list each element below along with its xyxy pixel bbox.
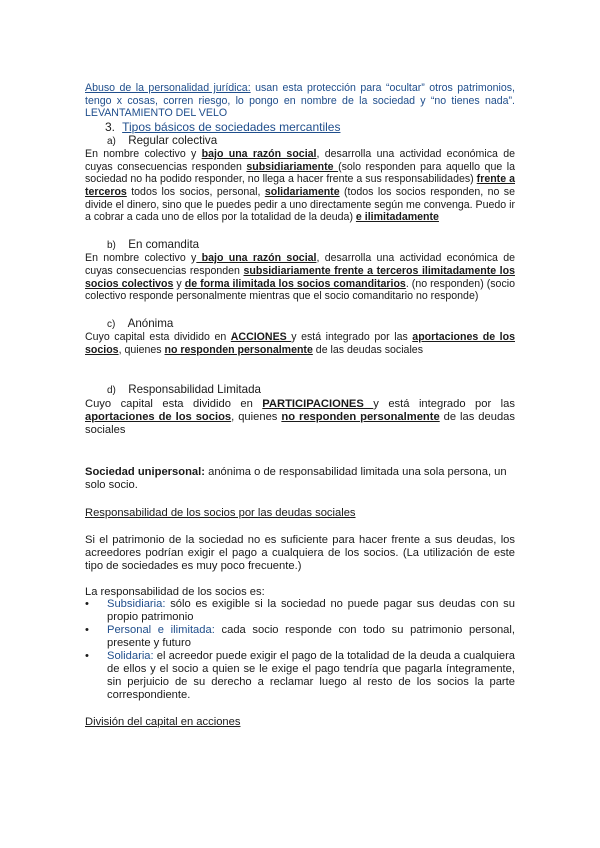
subsection-c-title: Anónima xyxy=(127,316,174,330)
subsection-d-heading xyxy=(107,383,515,398)
subsection-b-number: b) xyxy=(107,239,116,251)
text: , quienes xyxy=(231,410,282,423)
list-item xyxy=(85,624,515,650)
abuso-text: usan esta protección para “ocultar” otros patrimonios, tengo x cosas, corren riesgo, lo pongo en nombre de la sociedad y “no tienes nada”. xyxy=(85,82,515,107)
text: , desarrolla una actividad económica de cuyas consecuencias responden xyxy=(85,148,515,173)
bullet-icon: • xyxy=(85,624,89,637)
subsection-a-paragraph xyxy=(85,148,515,224)
text: , quienes xyxy=(118,343,165,356)
subsection-a-title: Regular colectiva xyxy=(128,133,218,147)
subsection-d-paragraph xyxy=(85,398,515,436)
emphasis: no responden personalmente xyxy=(281,410,440,423)
text: de las deudas sociales xyxy=(85,410,516,436)
bullet-label: Subsidiaria: xyxy=(107,598,166,611)
text: En nombre colectivo y xyxy=(85,252,197,265)
text: y está integrado por las xyxy=(373,397,515,410)
section-3-heading xyxy=(105,120,515,134)
bullet-label: Solidaria: xyxy=(107,650,154,663)
list-item xyxy=(85,598,515,624)
subsection-b-paragraph xyxy=(85,252,515,302)
text: de las deudas sociales xyxy=(312,343,423,356)
text: Cuyo capital esta dividido en xyxy=(85,397,263,410)
bullet-label: Personal e ilimitada: xyxy=(107,624,215,637)
text: y xyxy=(173,277,185,290)
text: todos los socios, personal, xyxy=(126,186,265,199)
responsabilidad-intro: La responsabilidad de los socios es: xyxy=(85,585,265,598)
emphasis: bajo una razón social xyxy=(196,252,317,265)
text: (todos los socios responden, no se divide el dinero, sino que le puedes pedir a uno directamente según me convenga. Puedo ir a cobrar a cada uno de ellos por la totalidad de la deuda) xyxy=(85,186,516,224)
emphasis: subsidiariamente xyxy=(246,160,339,173)
emphasis: bajo una razón social xyxy=(201,148,317,161)
bullet-icon: • xyxy=(85,598,89,611)
unipersonal-paragraph xyxy=(85,466,515,492)
division-heading: División del capital en acciones xyxy=(85,716,241,729)
subsection-c-paragraph xyxy=(85,331,515,356)
subsection-b-heading xyxy=(107,238,515,253)
abuso-label: Abuso de la personalidad jurídica: xyxy=(85,82,251,94)
emphasis: no responden personalmente xyxy=(164,343,313,356)
emphasis: ACCIONES xyxy=(230,331,292,344)
text: , desarrolla una actividad económica de cuyas consecuencias responden xyxy=(85,252,515,277)
subsection-c-heading xyxy=(107,317,515,332)
emphasis: frente a terceros xyxy=(85,173,515,199)
bullet-text: el acreedor puede exigir el pago de la totalidad de la deuda a cualquiera de ellos y el socio a quien se le exige el pago tendría que pagarla íntegramente, sin perjuicio de su derecho a reclamar luego al resto de los socios la parte correspondiente. xyxy=(107,650,516,702)
subsection-d-number: d) xyxy=(107,385,116,397)
subsection-d-title: Responsabilidad Limitada xyxy=(128,383,262,397)
bullet-icon: • xyxy=(85,650,89,663)
unipersonal-text: anónima o de responsabilidad limitada una sola persona, un solo socio. xyxy=(85,466,507,492)
bullet-text: cada socio responde con todo su patrimonio personal, presente y futuro xyxy=(107,624,515,650)
emphasis: aportaciones de los socios xyxy=(85,331,515,356)
responsabilidad-heading: Responsabilidad de los socios por las deudas sociales xyxy=(85,507,356,520)
emphasis: PARTICIPACIONES xyxy=(262,397,374,410)
unipersonal-label: Sociedad unipersonal: xyxy=(85,466,205,479)
document-content xyxy=(85,82,515,729)
subsection-c-number: c) xyxy=(107,318,116,330)
abuso-paragraph xyxy=(85,82,515,120)
emphasis: aportaciones de los socios xyxy=(85,410,232,423)
emphasis: e ilimitadamente xyxy=(355,211,439,224)
levantamiento-text: LEVANTAMIENTO DEL VELO xyxy=(85,107,228,120)
text: Cuyo capital esta dividido en xyxy=(85,331,231,344)
section-3-title: Tipos básicos de sociedades mercantiles xyxy=(122,119,341,134)
text: . (no responden) (socio colectivo responde personalmente mientras que el socio comanditario no responde) xyxy=(85,277,515,303)
subsection-a-heading xyxy=(107,134,515,149)
bullet-text: sólo es exigible si la sociedad no puede pagar sus deudas con su propio patrimonio xyxy=(107,598,515,624)
emphasis: subsidiariamente frente a terceros ilimitadamente los socios colectivos xyxy=(85,264,515,290)
subsection-a-number: a) xyxy=(107,135,116,147)
subsection-b-title: En comandita xyxy=(128,237,200,251)
list-item xyxy=(85,650,515,702)
text: y está integrado por las xyxy=(291,331,413,344)
section-3-number: 3. xyxy=(105,119,116,134)
text: En nombre colectivo y xyxy=(85,148,202,161)
text: (solo responden para aquello que la sociedad no ha podido responder, no llega a hacer frente a sus responsabilidades) xyxy=(85,160,515,186)
responsabilidad-list xyxy=(85,598,515,702)
responsabilidad-paragraph: Si el patrimonio de la sociedad no es suficiente para hacer frente a sus deudas, los acreedores podrían exigir el pago a cualquiera de los socios. (La utilización de este tipo de sociedades es muy poco frecuente.) xyxy=(85,533,515,572)
emphasis: de forma ilimitada los socios comanditarios xyxy=(184,277,406,290)
emphasis: solidariamente xyxy=(264,186,340,199)
